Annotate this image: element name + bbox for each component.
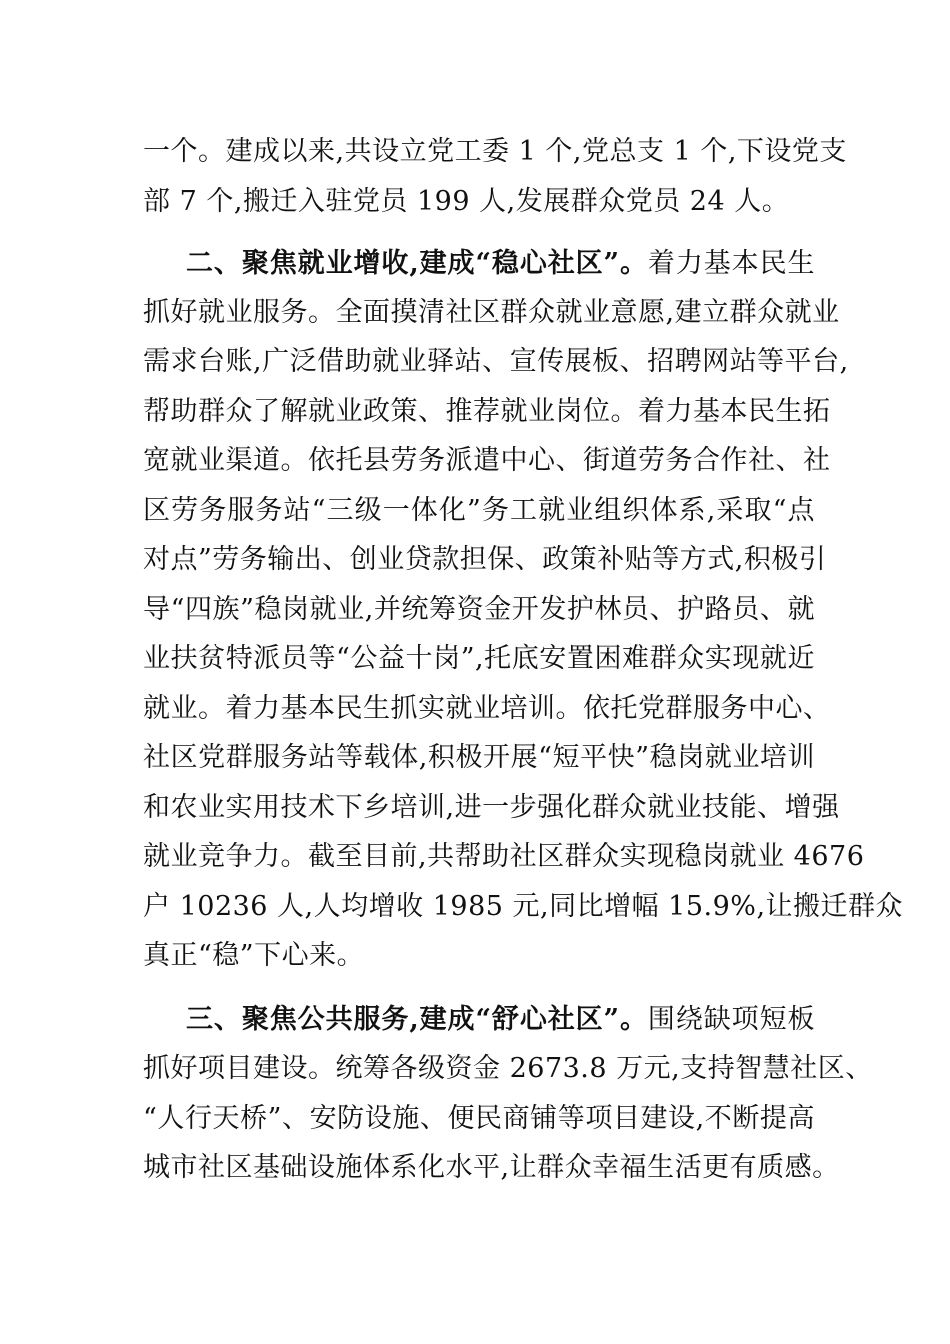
- paragraph-2-first-line: [186, 244, 815, 284]
- paragraph-3-line: 城市社区基础设施体系化水平,让群众幸福生活更有质感。: [143, 1152, 840, 1183]
- paragraph-2-line: 需求台账,广泛借助就业驿站、宣传展板、招聘网站等平台,: [143, 346, 849, 377]
- paragraph-2-line: 就业。着力基本民生抓实就业培训。依托党群服务中心、: [143, 693, 831, 724]
- paragraph-1-line-2: 部 7 个,搬迁入驻党员 199 人,发展群众党员 24 人。: [143, 186, 790, 217]
- paragraph-2-line: 社区党群服务站等载体,积极开展“短平快”稳岗就业培训: [143, 742, 815, 773]
- paragraph-2-line: 真正“稳”下心来。: [143, 940, 365, 971]
- paragraph-3-first-line-text: 围绕缺项短板: [647, 1004, 815, 1035]
- paragraph-2-line: 就业竞争力。截至目前,共帮助社区群众实现稳岗就业 4676: [143, 841, 865, 872]
- paragraph-2-line: 抓好就业服务。全面摸清社区群众就业意愿,建立群众就业: [143, 297, 840, 328]
- paragraph-3-line: “人行天桥”、安防设施、便民商铺等项目建设,不断提高: [143, 1103, 815, 1134]
- paragraph-2-line: 户 10236 人,人均增收 1985 元,同比增幅 15.9%,让搬迁群众: [143, 891, 904, 922]
- section-2-heading: 二、聚焦就业增收,建成“稳心社区”。: [186, 248, 648, 279]
- paragraph-2-line: 区劳务服务站“三级一体化”务工就业组织体系,采取“点: [143, 495, 815, 526]
- paragraph-2-first-line-text: 着力基本民生: [647, 248, 815, 279]
- paragraph-2-line: 业扶贫特派员等“公益十岗”,托底安置困难群众实现就近: [143, 643, 815, 674]
- paragraph-3-first-line: [186, 1000, 815, 1040]
- section-3-heading: 三、聚焦公共服务,建成“舒心社区”。: [186, 1004, 648, 1035]
- paragraph-2-line: 导“四族”稳岗就业,并统筹资金开发护林员、护路员、就: [143, 594, 815, 625]
- paragraph-3-line: 抓好项目建设。统筹各级资金 2673.8 万元,支持智慧社区、: [143, 1053, 873, 1084]
- paragraph-2-line: 和农业实用技术下乡培训,进一步强化群众就业技能、增强: [143, 792, 840, 823]
- paragraph-1-line-1: 一个。建成以来,共设立党工委 1 个,党总支 1 个,下设党支: [143, 136, 847, 167]
- paragraph-2-line: 宽就业渠道。依托县劳务派遣中心、街道劳务合作社、社: [143, 445, 831, 476]
- paragraph-2-line: 对点”劳务输出、创业贷款担保、政策补贴等方式,积极引: [143, 544, 827, 575]
- paragraph-2-line: 帮助群众了解就业政策、推荐就业岗位。着力基本民生拓: [143, 396, 831, 427]
